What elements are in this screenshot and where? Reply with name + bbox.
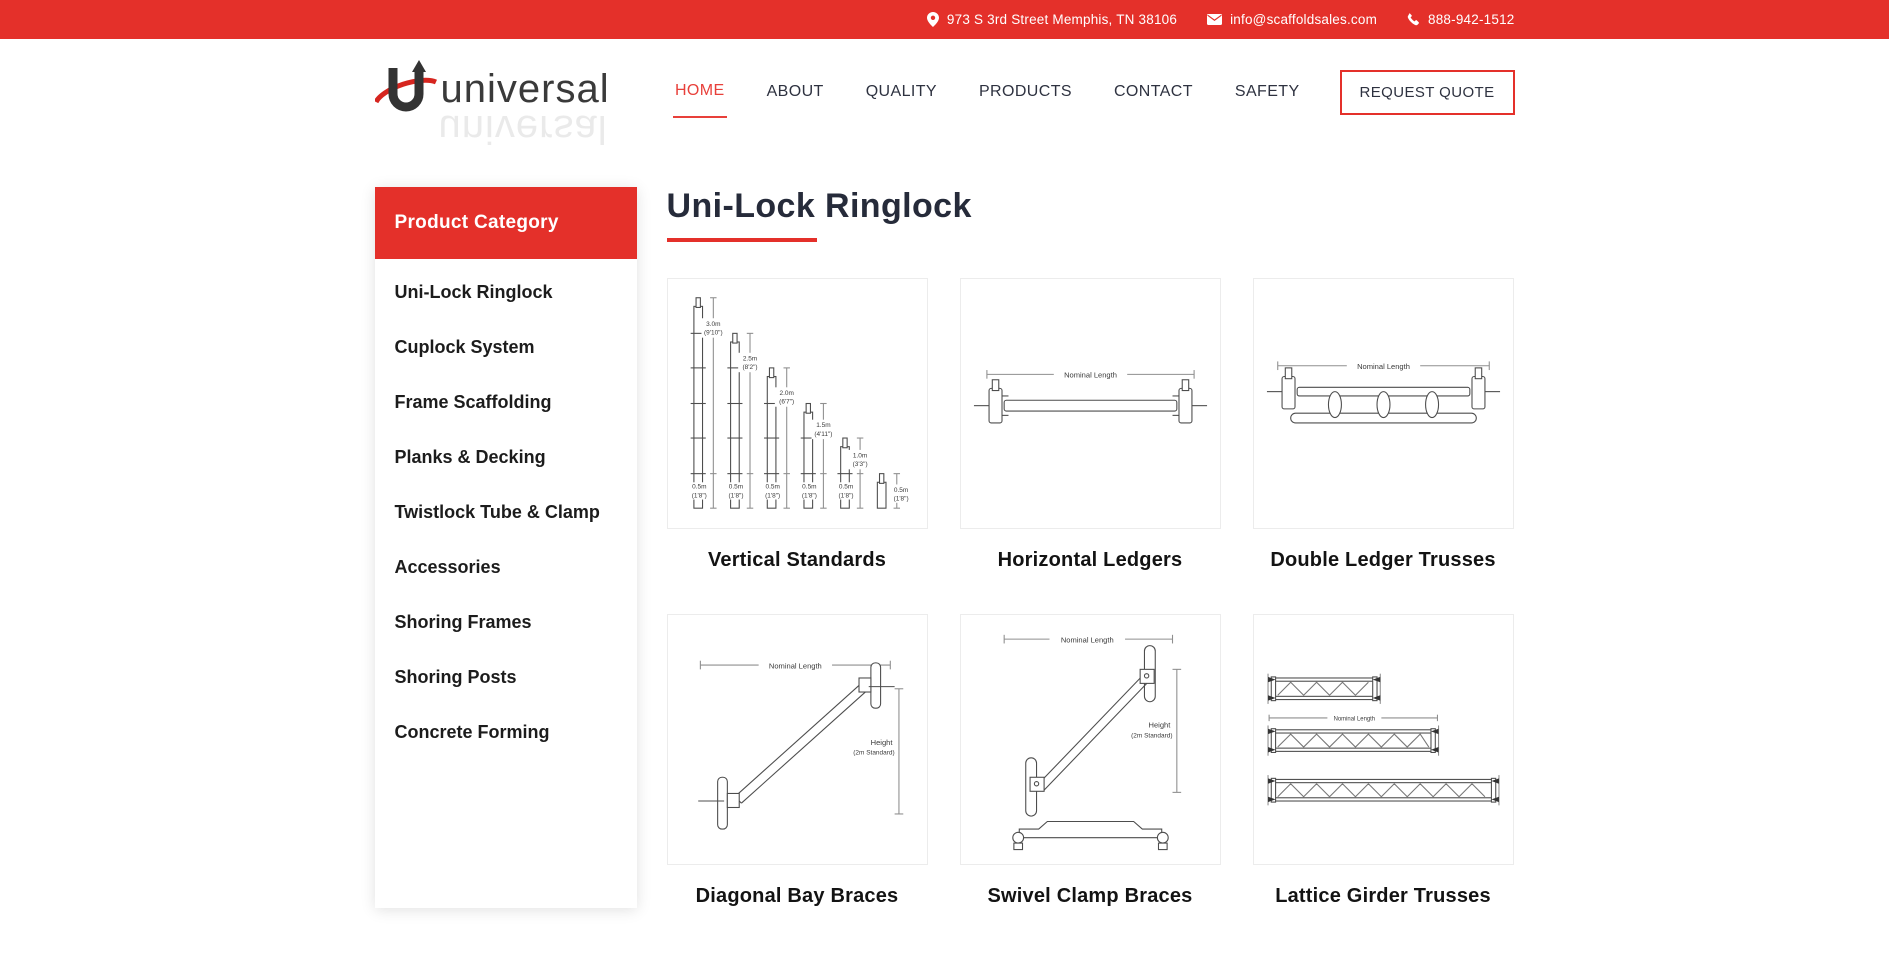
logo-u-icon: [375, 60, 437, 124]
dim-nominal-length: Nominal Length: [1063, 370, 1117, 380]
product-card-lattice-girder-trusses[interactable]: [1253, 614, 1514, 908]
nav-home[interactable]: HOME: [673, 66, 727, 118]
dim-spacing-ft: (1'8"): [838, 492, 854, 500]
product-card-double-ledger-trusses[interactable]: [1253, 278, 1514, 572]
dim-height-4-ft: (4'11"): [813, 430, 832, 438]
dim-spacing: 0.5m: [764, 483, 780, 491]
sidebar-item-shoring-frames[interactable]: Shoring Frames: [394, 612, 532, 632]
sidebar-item-frame-scaffolding[interactable]: Frame Scaffolding: [394, 392, 552, 412]
sidebar-header: [375, 187, 637, 259]
sidebar-item-shoring-posts[interactable]: Shoring Posts: [394, 667, 517, 687]
dim-spacing-ft: (1'8"): [801, 492, 817, 500]
request-quote-button[interactable]: REQUEST QUOTE: [1340, 70, 1515, 115]
dim-height-sub: (2m Standard): [852, 749, 895, 757]
email-text[interactable]: info@scaffoldsales.com: [1230, 12, 1378, 27]
product-card-swivel-clamp-braces[interactable]: [960, 614, 1221, 908]
logo-reflection: universal: [438, 107, 608, 151]
product-card-diagonal-bay-braces[interactable]: [667, 614, 928, 908]
dim-height-5: 1.0m: [852, 452, 867, 460]
nav-about[interactable]: ABOUT: [766, 83, 824, 100]
diagonal-bay-braces-drawing: [667, 614, 928, 865]
dim-height-2-ft: (8'2"): [741, 363, 758, 371]
product-category-sidebar: [375, 187, 637, 908]
dim-height-1-ft: (9'10"): [703, 329, 723, 337]
dim-nominal-length: Nominal Length: [768, 661, 822, 671]
dim-nominal-length: Nominal Length: [1333, 716, 1375, 723]
logo-text: universal: [440, 67, 610, 111]
dim-spacing: 0.5m: [728, 483, 743, 491]
title-underline: [667, 238, 817, 242]
dim-nominal-length: Nominal Length: [1060, 635, 1114, 645]
sidebar-item-cuplock-system[interactable]: Cuplock System: [394, 337, 535, 357]
sidebar-item-uni-lock-ringlock[interactable]: Uni-Lock Ringlock: [394, 282, 553, 302]
sidebar-title: Product Category: [394, 212, 559, 233]
sidebar-item-concrete-forming[interactable]: Concrete Forming: [394, 722, 550, 742]
dim-spacing-ft: (1'8"): [691, 492, 707, 500]
topbar-address: [927, 12, 1177, 27]
page-title: Uni-Lock Ringlock: [666, 187, 972, 225]
nav-contact[interactable]: CONTACT: [1113, 83, 1193, 100]
main-nav: [673, 66, 1302, 118]
nav-safety[interactable]: SAFETY: [1234, 83, 1300, 100]
dim-height-5-ft: (3'3"): [852, 461, 868, 469]
product-title[interactable]: Double Ledger Trusses: [1270, 549, 1496, 571]
dim-spacing: 0.5m: [801, 483, 817, 491]
sidebar-item-accessories[interactable]: Accessories: [394, 557, 501, 577]
location-pin-icon: [927, 12, 939, 27]
phone-text[interactable]: 888-942-1512: [1428, 12, 1515, 27]
dim-height-4: 1.5m: [815, 422, 831, 430]
dim-spacing-ft: (1'8"): [764, 492, 780, 500]
nav-products[interactable]: PRODUCTS: [978, 83, 1072, 100]
topbar: [0, 0, 1889, 39]
dim-height-2: 2.5m: [742, 355, 757, 363]
dim-height-6: 0.5m: [893, 486, 908, 494]
nav-quality[interactable]: QUALITY: [865, 83, 937, 100]
product-card-horizontal-ledgers[interactable]: [960, 278, 1221, 572]
main-content: [667, 187, 1515, 908]
product-card-vertical-standards[interactable]: [667, 278, 928, 572]
topbar-phone[interactable]: [1407, 12, 1514, 27]
product-title[interactable]: Swivel Clamp Braces: [987, 885, 1193, 907]
dim-spacing: 0.5m: [838, 483, 853, 491]
address-text: 973 S 3rd Street Memphis, TN 38106: [946, 12, 1178, 27]
dim-height-6-ft: (1'8"): [893, 495, 909, 503]
dim-spacing: 0.5m: [691, 483, 706, 491]
double-ledger-trusses-drawing: [1253, 278, 1514, 529]
dim-height-1: 3.0m: [705, 320, 721, 328]
product-title[interactable]: Lattice Girder Trusses: [1275, 885, 1491, 907]
dim-height: Height: [870, 737, 892, 747]
sidebar-item-twistlock-tube-clamp[interactable]: Twistlock Tube & Clamp: [394, 502, 600, 522]
dim-nominal-length: Nominal Length: [1356, 361, 1410, 371]
product-title[interactable]: Diagonal Bay Braces: [695, 885, 899, 907]
lattice-girder-trusses-drawing: [1253, 614, 1514, 865]
dim-height: Height: [1148, 720, 1170, 730]
swivel-clamp-braces-drawing: [960, 614, 1221, 865]
product-grid: [667, 278, 1515, 908]
dim-height-sub: (2m Standard): [1130, 732, 1173, 740]
sidebar-item-planks-decking[interactable]: Planks & Decking: [394, 447, 546, 467]
horizontal-ledgers-drawing: [960, 278, 1221, 529]
dim-spacing-ft: (1'8"): [727, 492, 744, 500]
product-title[interactable]: Vertical Standards: [707, 549, 887, 571]
envelope-icon: [1207, 14, 1222, 25]
logo[interactable]: [375, 60, 610, 151]
dim-height-3-ft: (6'7"): [778, 398, 794, 406]
topbar-email[interactable]: [1207, 12, 1377, 27]
dim-height-3: 2.0m: [779, 389, 794, 397]
product-title[interactable]: Horizontal Ledgers: [997, 549, 1183, 571]
site-header: [0, 39, 1889, 151]
vertical-standards-drawing: [667, 278, 928, 529]
phone-icon: [1407, 13, 1420, 26]
